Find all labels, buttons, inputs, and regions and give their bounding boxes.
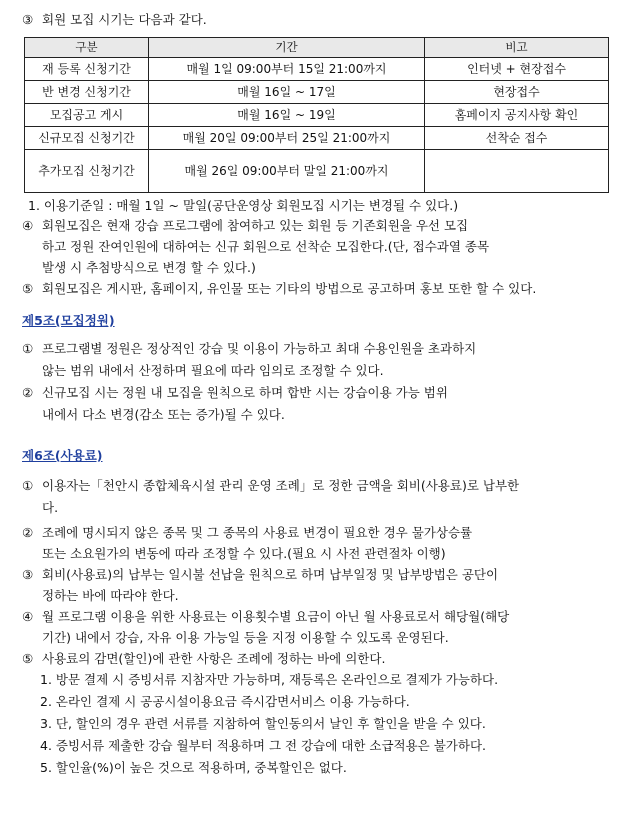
usage-basis-note: 1. 이용기준일 : 매월 1일 ~ 말일(공단운영상 회원모집 시기는 변경될 수 있다.) [28,197,459,213]
item-number: ④ [22,608,34,624]
table-cell: 추가모집 신청기간 [25,149,149,192]
item-line: 이용자는「천안시 종합체육시설 관리 운영 조례」로 정한 금액을 회비(사용료)로 납부한 [42,477,520,493]
item-number: ① [22,340,34,356]
article-6-item-2 [22,522,602,564]
item-line: 신규모집 시는 정원 내 모집을 원칙으로 하며 합반 시는 강습이용 가능 범위 [42,384,448,400]
article-6-title: 제6조(사용료) [22,447,103,463]
paragraph-5 [22,278,602,299]
item-line: 회비(사용료)의 납부는 일시불 선납을 원칙으로 하며 납부일정 및 납부방법은 공단이 [42,566,499,582]
table-row [25,126,609,149]
paragraph-4-line: 하고 정원 잔여인원에 대하여는 신규 회원으로 선착순 모집한다.(단, 접수과열 종목 [42,238,490,254]
article-5-item-2 [22,382,602,426]
table-cell: 재 등록 신청기간 [25,57,149,80]
paragraph-4 [22,215,602,278]
after-table-block [22,196,602,299]
item-number: ⑤ [22,650,34,666]
table-cell: 인터넷 + 현장접수 [425,57,609,80]
item-line: 않는 범위 내에서 산정하며 필요에 따라 임의로 조정할 수 있다. [42,362,384,378]
item-line: 또는 소요원가의 변동에 따라 조정할 수 있다.(필요 시 사전 관련절차 이행) [42,545,446,561]
list-item: 1. 방문 결제 시 증빙서류 지참자만 가능하며, 재등록은 온라인으로 결제가 가능하다. [40,671,499,687]
table-cell: 현장접수 [425,80,609,103]
table-cell: 매월 20일 09:00부터 25일 21:00까지 [149,126,425,149]
list-item: 5. 할인율(%)이 높은 것으로 적용하며, 중복할인은 없다. [40,759,347,775]
paragraph-5-text: 회원모집은 게시판, 홈페이지, 유인물 또는 기타의 방법으로 공고하며 홍보 또한 할 수 있다. [42,280,537,296]
table-cell: 신규모집 신청기간 [25,126,149,149]
table-row [25,103,609,126]
table-row [25,80,609,103]
paragraph-4-line: 발생 시 추첨방식으로 변경 할 수 있다.) [42,259,256,275]
item-number: ② [22,384,34,400]
item-number: ② [22,524,34,540]
table-header-category: 구분 [25,37,149,57]
paragraph-4-line: 회원모집은 현재 강습 프로그램에 참여하고 있는 회원 등 기존회원을 우선 모집 [42,217,469,233]
item-number: ③ [22,566,34,582]
item-line: 사용료의 감면(할인)에 관한 사항은 조례에 정하는 바에 의한다. [42,650,386,666]
discount-sub-list [22,669,602,779]
article-6-item-1 [22,475,602,519]
article-5-title: 제5조(모집정원) [22,312,115,328]
article-6-item-4 [22,606,602,648]
article-6-item-3 [22,564,602,606]
list-item: 3. 단, 할인의 경우 관련 서류를 지참하여 할인동의서 날인 후 할인을 받을 수 있다. [40,715,486,731]
intro-line [22,12,602,29]
paragraph-5-number: ⑤ [22,280,34,296]
table-row [25,57,609,80]
item-line: 정하는 바에 따라야 한다. [42,587,179,603]
intro-text: 회원 모집 시기는 다음과 같다. [42,12,207,27]
item-line: 프로그램별 정원은 정상적인 강습 및 이용이 가능하고 최대 수용인원을 초과하지 [42,340,477,356]
table-cell: 선착순 접수 [425,126,609,149]
article-6-item-5 [22,648,602,669]
item-line: 기간) 내에서 강습, 자유 이용 가능일 등을 지정 이용할 수 있도록 운영된다. [42,629,449,645]
article-6 [22,448,602,779]
intro-number: ③ [22,12,34,27]
article-5-item-1 [22,338,602,382]
table-cell: 매월 26일 09:00부터 말일 21:00까지 [149,149,425,192]
table-header-row [25,37,609,57]
table-cell: 매월 1일 09:00부터 15일 21:00까지 [149,57,425,80]
document-page [22,12,602,779]
item-number: ① [22,477,34,493]
item-line: 월 프로그램 이용을 위한 사용료는 이용횟수별 요금이 아닌 월 사용료로서 해당월(해당 [42,608,510,624]
item-line: 조례에 명시되지 않은 종목 및 그 종목의 사용료 변경이 필요한 경우 물가상승률 [42,524,473,540]
table-cell: 홈페이지 공지사항 확인 [425,103,609,126]
table-cell: 매월 16일 ~ 19일 [149,103,425,126]
list-item: 4. 증빙서류 제출한 강습 월부터 적용하며 그 전 강습에 대한 소급적용은 불가하다. [40,737,487,753]
table-header-period: 기간 [149,37,425,57]
article-5 [22,313,602,426]
table-header-remarks: 비고 [425,37,609,57]
list-item: 2. 온라인 결제 시 공공시설이용요금 즉시감면서비스 이용 가능하다. [40,693,410,709]
recruitment-schedule-table [24,37,609,193]
table-cell: 반 변경 신청기간 [25,80,149,103]
table-cell [425,149,609,192]
table-cell: 모집공고 게시 [25,103,149,126]
table-cell: 매월 16일 ~ 17일 [149,80,425,103]
table-row [25,149,609,192]
item-line: 다. [42,499,59,515]
paragraph-4-number: ④ [22,217,34,233]
item-line: 내에서 다소 변경(감소 또는 증가)될 수 있다. [42,406,285,422]
